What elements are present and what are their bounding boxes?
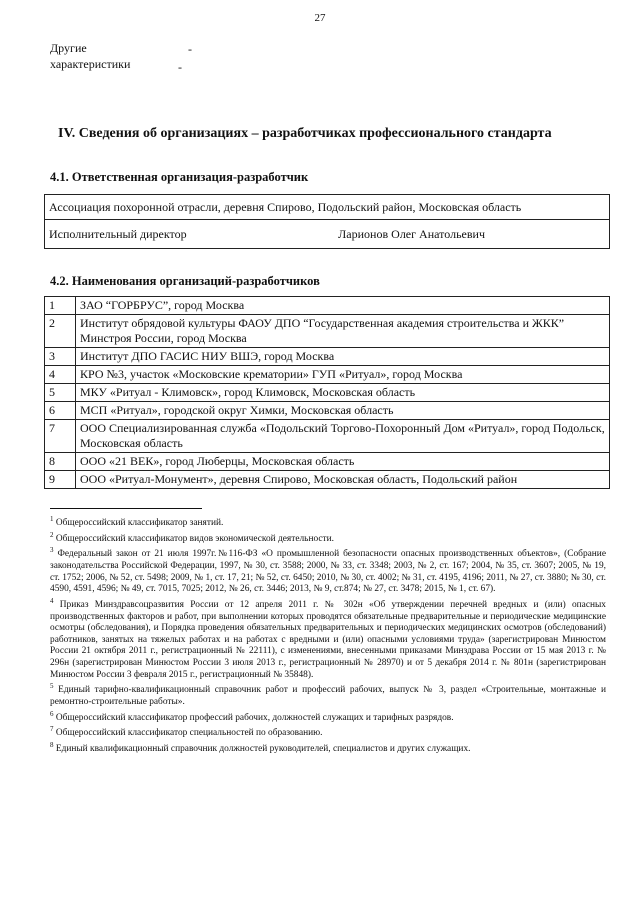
table-row (45, 315, 610, 348)
footnote-number: 3 (50, 546, 54, 555)
footnote-text: Общероссийский классификатор специальностей по образованию. (53, 728, 323, 739)
responsible-position: Исполнительный директор (49, 226, 187, 241)
footnote-number: 5 (50, 682, 54, 691)
developers-table (44, 296, 610, 489)
table-row (45, 297, 610, 315)
row-number: 7 (45, 420, 76, 453)
table-row (45, 402, 610, 420)
table-row (45, 453, 610, 471)
section-title: IV. Сведения об организациях – разработчиках профессионального стандарта (58, 126, 552, 141)
footnote-text: Единый тарифно-квалификационный справочник работ и профессий рабочих, выпуск № 3, раздел «Строительные, монтажные и ремонтно-строительные работы». (50, 685, 606, 707)
footnote (50, 596, 606, 681)
table-row (45, 366, 610, 384)
row-number: 3 (45, 348, 76, 366)
developers-heading: 4.2. Наименования организаций-разработчиков (50, 274, 320, 288)
table-row (45, 384, 610, 402)
page-number: 27 (314, 12, 326, 24)
responsible-organization: Ассоциация похоронной отрасли, деревня Спирово, Подольский район, Московская область (45, 195, 610, 220)
row-number: 9 (45, 471, 76, 489)
table-row (45, 420, 610, 453)
footnote (50, 514, 606, 530)
row-number: 8 (45, 453, 76, 471)
row-text: ООО Специализированная служба «Подольский Торгово-Похоронный Дом «Ритуал», город Подольск, Московская область (76, 420, 610, 453)
footnotes (50, 514, 606, 756)
responsible-table (44, 194, 610, 249)
footnote-divider (50, 508, 202, 509)
row-text: Институт ДПО ГАСИС НИУ ВШЭ, город Москва (76, 348, 610, 366)
footnote (50, 681, 606, 708)
other-characteristics-line2: характеристики (50, 57, 131, 71)
footnote-number: 8 (50, 740, 54, 749)
footnote (50, 545, 606, 596)
row-number: 5 (45, 384, 76, 402)
footnote-number: 4 (50, 596, 54, 605)
other-characteristics-value2: - (178, 60, 182, 74)
responsible-director-row (45, 220, 610, 249)
row-text: МСП «Ритуал», городской округ Химки, Московская область (76, 402, 610, 420)
table-row (45, 348, 610, 366)
other-characteristics-line1: Другие (50, 41, 87, 55)
responsible-director-cell (45, 220, 610, 249)
responsible-heading: 4.1. Ответственная организация-разработчик (50, 170, 309, 184)
footnote-text: Общероссийский классификатор занятий. (53, 518, 224, 529)
footnote-number: 6 (50, 709, 54, 718)
footnote-text: Общероссийский классификатор видов экономической деятельности. (53, 533, 335, 544)
row-text: Институт обрядовой культуры ФАОУ ДПО “Государственная академия строительства и ЖКК” Минстроя России, город Москва (76, 315, 610, 348)
responsible-org-row (45, 195, 610, 220)
footnote-text: Приказ Минздравсоцразвития России от 12 апреля 2011 г. № 302н «Об утверждении перечней вредных и (или) опасных производственных факторов и работ, при выполнении которых проводятся обязательные предварительные и периодические медицинские осмотры (обследования), и Порядка проведения обязательных предварительных и периодических медицинских осмотров (обследований) работников, занятых на тяжелых работах и на работах с вредными и (или) опасными условиями труда» (зарегистрирован Минюстом России 21 октября 2011 г., регистрационный № 22111), с изменениями, внесенными приказами Минздрава России от 15 мая 2013 г. № 296н (зарегистрирован Минюстом России 3 июля 2013 г., регистрационный № 28970) и от 5 декабря 2014 г. № 801н (зарегистрирован Минюстом России 3 февраля 2015 г., регистрационный № 35848). (50, 600, 606, 680)
footnote (50, 724, 606, 740)
table-row (45, 471, 610, 489)
footnote-number: 2 (50, 530, 54, 539)
footnote-text: Общероссийский классификатор профессий рабочих, должностей служащих и тарифных разрядов. (53, 712, 454, 723)
row-number: 4 (45, 366, 76, 384)
row-number: 2 (45, 315, 76, 348)
footnote-text: Федеральный закон от 21 июля 1997г.№116-ФЗ «О промышленной безопасности опасных производственных объектов», (Собрание законодательства Российской Федерации, 1997, № 30, ст. 3588; 2000, № 33, ст. 3348; 2003, № 2, ст. 167; 2004, № 35, ст. 3607; 2005, № 19, ст. 1752; 2006, № 52, ст. 5498; 2009, № 1, ст. 17, 21; № 52, ст. 6450; 2010, № 30, ст. 4002; № 31, ст. 4195, 4196; 2011, № 27, ст. 3880; № 30, ст. 4590, 4591, 4596; № 49, ст. 7015, 7025; 2012, № 26, ст. 3446; 2013, № 9, ст.874; № 27, ст. 3478; 2015, № 1, ст. 67). (50, 549, 606, 595)
row-text: МКУ «Ритуал - Климовск», город Климовск, Московская область (76, 384, 610, 402)
row-text: КРО №3, участок «Московские крематории» ГУП «Ритуал», город Москва (76, 366, 610, 384)
footnote-number: 1 (50, 515, 54, 523)
footnote (50, 709, 606, 725)
other-characteristics-value1: - (188, 42, 192, 56)
row-text: ЗАО “ГОРБРУС”, город Москва (76, 297, 610, 315)
row-number: 6 (45, 402, 76, 420)
other-characteristics-label (50, 40, 130, 72)
row-text: ООО «Ритуал-Монумент», деревня Спирово, Московская область, Подольский район (76, 471, 610, 489)
footnote-text: Единый квалификационный справочник должностей руководителей, специалистов и других служащих. (53, 744, 471, 755)
footnote (50, 530, 606, 546)
row-text: ООО «21 ВЕК», город Люберцы, Московская область (76, 453, 610, 471)
responsible-name: Ларионов Олег Анатольевич (338, 226, 485, 241)
footnote-number: 7 (50, 725, 54, 734)
footnote (50, 740, 606, 756)
row-number: 1 (45, 297, 76, 315)
